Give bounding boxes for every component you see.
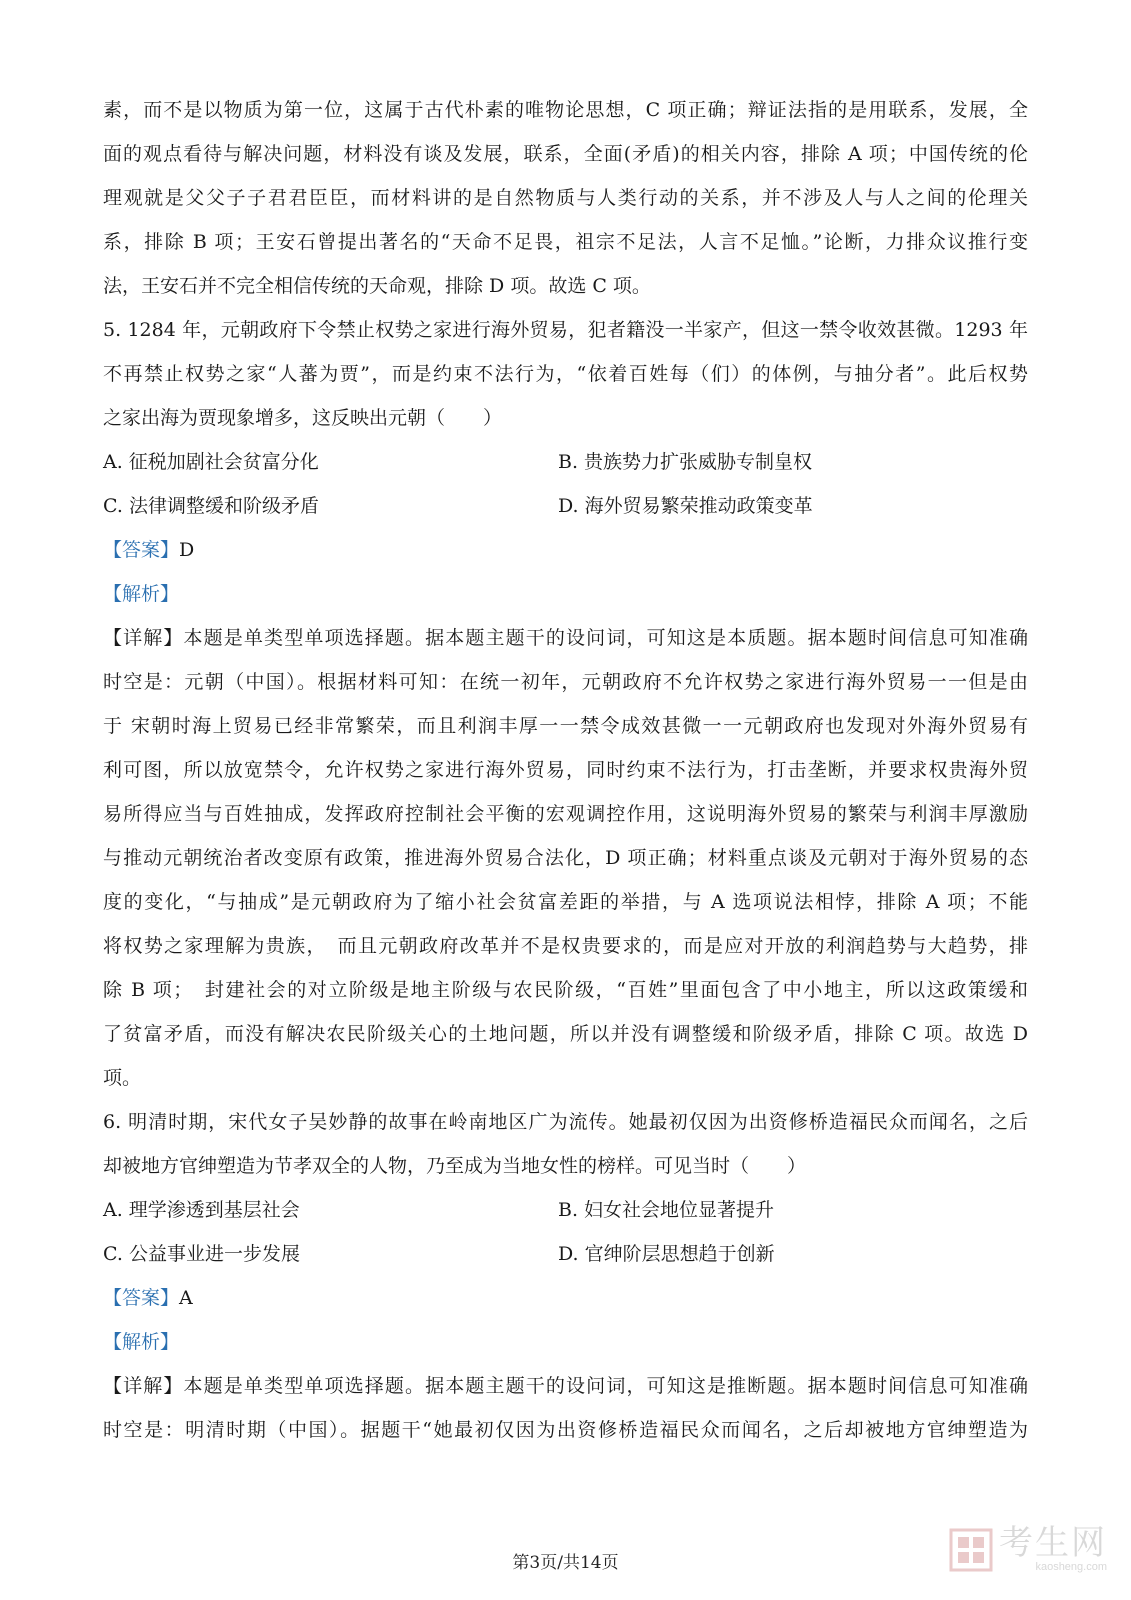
option-b: B. 妇女社会地位显著提升 bbox=[558, 1199, 775, 1221]
question-6-detail bbox=[103, 1364, 1028, 1452]
option-c: C. 法律调整缓和阶级矛盾 bbox=[103, 495, 319, 517]
text-line: 易所得应当与百姓抽成，发挥政府控制社会平衡的宏观调控作用，这说明海外贸易的繁荣与利润丰厚激励 bbox=[103, 803, 1028, 825]
text-line: 理观就是父父子子君君臣臣，而材料讲的是自然物质与人类行动的关系，并不涉及人与人之间的伦理关 bbox=[103, 187, 1028, 209]
text-line: 度的变化，“与抽成”是元朝政府为了缩小社会贫富差距的举措，与 A 选项说法相悖，排除 A 项；不能 bbox=[103, 891, 1028, 913]
text-line: 于 宋朝时海上贸易已经非常繁荣，而且利润丰厚一一禁令成效甚微一一元朝政府也发现对外海外贸易有 bbox=[103, 715, 1028, 737]
detail-tag: 【详解】 bbox=[103, 1375, 184, 1397]
page-number: 第3页/共14页 bbox=[512, 1553, 619, 1573]
text-line: 【详解】本题是单类型单项选择题。据本题主题干的设问词，可知这是本质题。据本题时间信息可知准确 bbox=[103, 627, 1028, 649]
kaosheng-logo-icon bbox=[949, 1528, 993, 1572]
answer-value: A bbox=[179, 1287, 193, 1309]
option-a: A. 理学渗透到基层社会 bbox=[103, 1199, 300, 1221]
watermark bbox=[949, 1523, 1107, 1573]
question-5-stem bbox=[103, 308, 1028, 440]
text-line: 除 B 项； 封建社会的对立阶级是地主阶级与农民阶级，“百姓”里面包含了中小地主，所以这政策缓和 bbox=[103, 979, 1028, 1001]
text-line: 将权势之家理解为贵族， 而且元朝政府改革并不是权贵要求的，而是应对开放的利润趋势与大趋势，排 bbox=[103, 935, 1028, 957]
text-line: 之家出海为贾现象增多，这反映出元朝（ ） bbox=[103, 407, 503, 429]
text-line: 6. 明清时期，宋代女子吴妙静的故事在岭南地区广为流传。她最初仅因为出资修桥造福民众而闻名，之后 bbox=[103, 1111, 1028, 1133]
text-line: 【详解】本题是单类型单项选择题。据本题主题干的设问词，可知这是推断题。据本题时间信息可知准确 bbox=[103, 1375, 1028, 1397]
text-line: 时空是：元朝（中国）。根据材料可知：在统一初年，元朝政府不允许权势之家进行海外贸易一一但是由 bbox=[103, 671, 1028, 693]
answer-value: D bbox=[179, 539, 195, 561]
option-b: B. 贵族势力扩张威胁专制皇权 bbox=[558, 451, 813, 473]
analysis-tag: 【解析】 bbox=[103, 583, 180, 605]
analysis-tag: 【解析】 bbox=[103, 1331, 180, 1353]
prev-analysis-paragraph bbox=[103, 88, 1028, 308]
option-a: A. 征税加剧社会贫富分化 bbox=[103, 451, 319, 473]
text-line: 5. 1284 年，元朝政府下令禁止权势之家进行海外贸易，犯者籍没一半家产，但这一禁令收效甚微。1293 年 bbox=[103, 319, 1028, 341]
text-line: 法，王安石并不完全相信传统的天命观，排除 D 项。故选 C 项。 bbox=[103, 275, 651, 297]
text-line: 时空是：明清时期（中国）。据题干“她最初仅因为出资修桥造福民众而闻名，之后却被地方官绅塑造为 bbox=[103, 1419, 1028, 1441]
watermark-domain: kaosheng.com bbox=[1035, 1561, 1107, 1573]
question-6-answer bbox=[103, 1276, 1028, 1320]
question-5-options bbox=[103, 440, 1028, 528]
question-6-analysis-heading bbox=[103, 1320, 1028, 1364]
text-line: 面的观点看待与解决问题，材料没有谈及发展，联系，全面(矛盾)的相关内容，排除 A 项；中国传统的伦 bbox=[103, 143, 1028, 165]
document-page bbox=[103, 88, 1028, 1452]
answer-tag: 【答案】 bbox=[103, 1287, 180, 1309]
answer-tag: 【答案】 bbox=[103, 539, 180, 561]
detail-tag: 【详解】 bbox=[103, 627, 184, 649]
question-5-answer bbox=[103, 528, 1028, 572]
text-line: 素，而不是以物质为第一位，这属于古代朴素的唯物论思想，C 项正确；辩证法指的是用联系，发展，全 bbox=[103, 99, 1028, 121]
option-c: C. 公益事业进一步发展 bbox=[103, 1243, 300, 1265]
text-line: 利可图，所以放宽禁令，允许权势之家进行海外贸易，同时约束不法行为，打击垄断，并要求权贵海外贸 bbox=[103, 759, 1028, 781]
question-6-stem bbox=[103, 1100, 1028, 1188]
question-6-options bbox=[103, 1188, 1028, 1276]
watermark-name: 考生网 bbox=[999, 1523, 1107, 1563]
text-line: 了贫富矛盾，而没有解决农民阶级关心的土地问题，所以并没有调整缓和阶级矛盾，排除 C 项。故选 D bbox=[103, 1023, 1028, 1045]
text-line: 却被地方官绅塑造为节孝双全的人物，乃至成为当地女性的榜样。可见当时（ ） bbox=[103, 1155, 807, 1177]
text-line: 系，排除 B 项；王安石曾提出著名的“天命不足畏，祖宗不足法，人言不足恤。”论断，力排众议推行变 bbox=[103, 231, 1028, 253]
text-line: 不再禁止权势之家“人蕃为贾”，而是约束不法行为，“依着百姓每（们）的体例，与抽分者”。此后权势 bbox=[103, 363, 1028, 385]
option-d: D. 海外贸易繁荣推动政策变革 bbox=[558, 495, 813, 517]
text-line: 与推动元朝统治者改变原有政策，推进海外贸易合法化，D 项正确；材料重点谈及元朝对于海外贸易的态 bbox=[103, 847, 1028, 869]
text-line: 项。 bbox=[103, 1067, 142, 1089]
option-d: D. 官绅阶层思想趋于创新 bbox=[558, 1243, 775, 1265]
question-5-detail bbox=[103, 616, 1028, 1100]
question-5-analysis-heading bbox=[103, 572, 1028, 616]
watermark-text bbox=[999, 1523, 1107, 1573]
